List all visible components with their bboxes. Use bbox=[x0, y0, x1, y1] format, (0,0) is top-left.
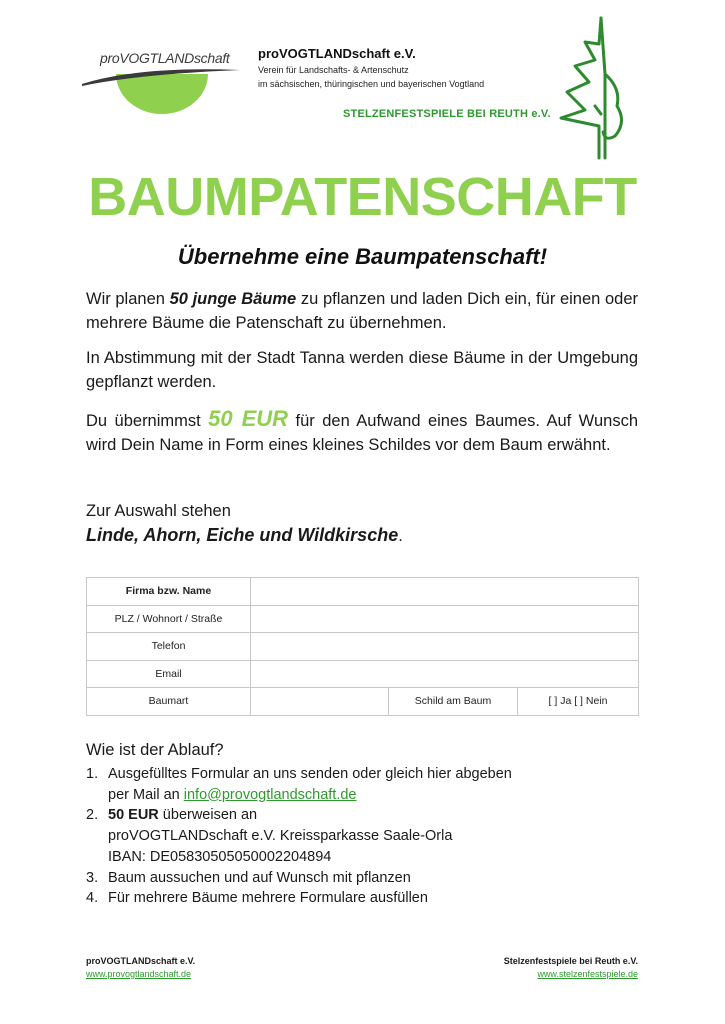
page-subtitle: Übernehme eine Baumpatenschaft! bbox=[177, 244, 548, 269]
org-tagline-2: im sächsischen, thüringischen und bayerischen Vogtland bbox=[258, 79, 485, 89]
text: zu pflanzen und laden Dich ein, für einen oder mehrere Bäume die Patenschaft zu übernehmen. bbox=[86, 290, 638, 332]
step-number: 2. bbox=[86, 807, 99, 824]
form-row-address bbox=[87, 605, 639, 633]
email-link[interactable]: info@provogtlandschaft.de bbox=[183, 786, 357, 803]
text: überweisen an bbox=[158, 807, 258, 824]
logo-text: proVOGTLANDschaft bbox=[100, 50, 230, 66]
org-tagline-1: Verein für Landschafts- & Artenschutz bbox=[258, 65, 409, 75]
step-number: 4. bbox=[86, 890, 99, 907]
footer-right-name: Stelzenfestspiele bei Reuth e.V. bbox=[503, 956, 638, 966]
intro-paragraph-2: In Abstimmung mit der Stadt Tanna werden diese Bäume in der Umgebung gepflanzt werden. bbox=[86, 349, 638, 391]
tree-stilt-logo bbox=[555, 14, 635, 162]
form-row-email bbox=[87, 660, 639, 688]
org-name: proVOGTLANDschaft e.V. bbox=[258, 46, 416, 61]
footer-right-link[interactable]: www.stelzenfestspiele.de bbox=[537, 969, 638, 979]
intro-paragraph-3 bbox=[86, 407, 638, 457]
step-number: 3. bbox=[86, 869, 99, 886]
tree-species: Linde, Ahorn, Eiche und Wildkirsche bbox=[86, 525, 399, 545]
iban: IBAN: DE05830505050002204894 bbox=[108, 848, 332, 865]
address-field[interactable] bbox=[251, 605, 639, 633]
sponsorship-form bbox=[86, 577, 639, 716]
text: . bbox=[398, 527, 403, 545]
intro-paragraph-1 bbox=[86, 287, 638, 335]
list-item bbox=[86, 805, 512, 867]
phone-label: Telefon bbox=[87, 633, 251, 661]
step-number: 1. bbox=[86, 766, 99, 782]
step-text: Für mehrere Bäume mehrere Formulare ausfüllen bbox=[108, 890, 428, 907]
sign-options[interactable]: [ ] Ja [ ] Nein bbox=[518, 688, 639, 716]
bank-name: proVOGTLANDschaft e.V. Kreissparkasse Saale-Orla bbox=[108, 828, 453, 845]
footer-left-link[interactable]: www.provogtlandschaft.de bbox=[86, 969, 192, 979]
form-row-tree bbox=[87, 688, 639, 716]
tree-type-label: Baumart bbox=[87, 688, 251, 716]
name-label: Firma bzw. Name bbox=[87, 578, 251, 606]
name-field[interactable] bbox=[251, 578, 639, 606]
tree-count: 50 junge Bäume bbox=[169, 290, 297, 308]
email-label: Email bbox=[87, 660, 251, 688]
process-steps bbox=[86, 764, 512, 909]
price-amount: 50 EUR bbox=[208, 406, 289, 431]
email-field[interactable] bbox=[251, 660, 639, 688]
text: Wir planen bbox=[86, 290, 170, 308]
list-item bbox=[86, 868, 512, 889]
text: per Mail an bbox=[108, 786, 184, 803]
selection-intro: Zur Auswahl stehen bbox=[86, 502, 231, 520]
text: für den Aufwand eines Baumes. Auf Wunsch wird Dein Name in Form eines kleines Schildes vor dem Baum erwähnt. bbox=[86, 412, 638, 454]
partner-name: STELZENFESTSPIELE BEI REUTH e.V. bbox=[343, 108, 551, 120]
footer-left-name: proVOGTLANDschaft e.V. bbox=[86, 956, 196, 966]
text: Du übernimmst bbox=[86, 412, 209, 430]
tree-type-field[interactable] bbox=[251, 688, 389, 716]
list-item bbox=[86, 888, 512, 909]
sign-label: Schild am Baum bbox=[389, 688, 518, 716]
list-item bbox=[86, 764, 512, 805]
form-row-phone bbox=[87, 633, 639, 661]
step-text bbox=[108, 805, 512, 826]
step-text: Ausgefülltes Formular an uns senden oder gleich hier abgeben bbox=[108, 766, 512, 782]
page-title: BAUMPATENSCHAFT bbox=[88, 167, 637, 227]
payment-amount: 50 EUR bbox=[108, 807, 159, 824]
logo-green-semicircle bbox=[116, 74, 208, 114]
step-text bbox=[108, 785, 512, 806]
tree-species-line bbox=[86, 523, 638, 548]
process-title: Wie ist der Ablauf? bbox=[86, 741, 224, 759]
tree-selection bbox=[86, 499, 638, 548]
address-label: PLZ / Wohnort / Straße bbox=[87, 605, 251, 633]
phone-field[interactable] bbox=[251, 633, 639, 661]
step-text: Baum aussuchen und auf Wunsch mit pflanzen bbox=[108, 869, 411, 886]
form-row-name bbox=[87, 578, 639, 606]
